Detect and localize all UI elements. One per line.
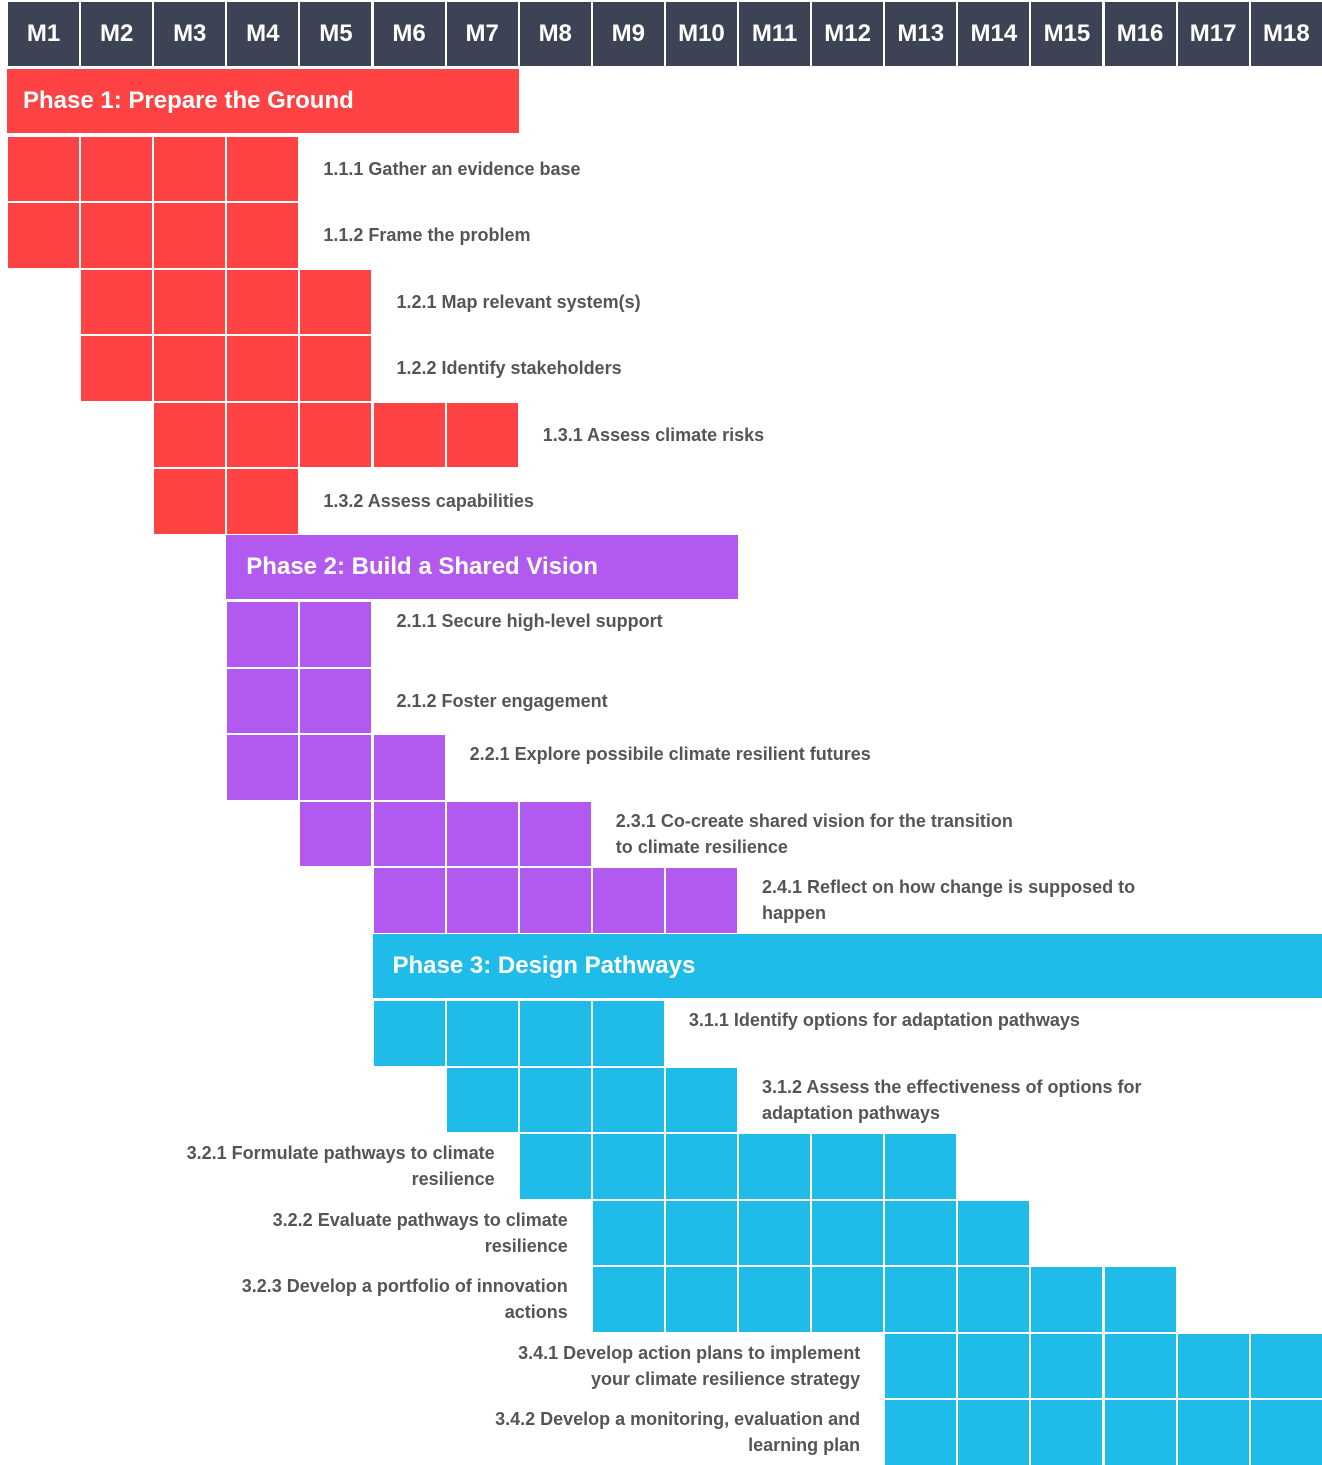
month-header-m17: M17	[1178, 2, 1249, 66]
task-2-5-cell-m9	[593, 868, 664, 933]
task-3-5-cell-m12	[812, 1267, 883, 1332]
task-1-1-cell-m4	[227, 137, 298, 202]
task-1-2-cell-m2	[81, 203, 152, 268]
task-3-2-cell-m9	[593, 1068, 664, 1133]
task-3-3-cell-m10	[666, 1134, 737, 1199]
task-2-3-cell-m6	[374, 735, 445, 800]
month-header-m2: M2	[81, 2, 152, 66]
task-1-5-cell-m6	[374, 403, 445, 468]
task-3-5-cell-m9	[593, 1267, 664, 1332]
phase-2-bar: Phase 2: Build a Shared Vision	[226, 535, 738, 599]
task-2-3-cell-m4	[227, 735, 298, 800]
task-label-2-4: 2.3.1 Co-create shared vision for the transition to climate resilience	[616, 808, 1026, 860]
task-3-7-cell-m13	[885, 1400, 956, 1465]
task-1-6-cell-m3	[154, 469, 225, 534]
task-1-3-cell-m5	[300, 270, 371, 335]
task-label-3-4: 3.2.2 Evaluate pathways to climate resilience	[188, 1207, 568, 1259]
task-3-5-cell-m13	[885, 1267, 956, 1332]
task-1-5-cell-m4	[227, 403, 298, 468]
task-3-6-cell-m18	[1251, 1334, 1322, 1399]
task-3-5-cell-m10	[666, 1267, 737, 1332]
task-3-1-cell-m8	[520, 1001, 591, 1066]
task-3-7-cell-m15	[1031, 1400, 1102, 1465]
phase-1-bar: Phase 1: Prepare the Ground	[7, 69, 519, 133]
task-1-1-cell-m1	[8, 137, 79, 202]
task-3-1-cell-m9	[593, 1001, 664, 1066]
task-label-3-3: 3.2.1 Formulate pathways to climate resilience	[115, 1140, 495, 1192]
task-2-4-cell-m6	[374, 802, 445, 867]
task-2-2-cell-m4	[227, 669, 298, 734]
task-2-4-cell-m7	[447, 802, 518, 867]
task-label-1-2: 1.1.2 Frame the problem	[323, 222, 733, 248]
task-label-3-7: 3.4.2 Develop a monitoring, evaluation and learning plan	[480, 1406, 860, 1458]
task-label-1-5: 1.3.1 Assess climate risks	[543, 422, 953, 448]
task-3-6-cell-m16	[1105, 1334, 1176, 1399]
task-label-1-4: 1.2.2 Identify stakeholders	[397, 355, 807, 381]
month-header-m8: M8	[520, 2, 591, 66]
task-2-4-cell-m5	[300, 802, 371, 867]
task-3-6-cell-m15	[1031, 1334, 1102, 1399]
task-3-3-cell-m13	[885, 1134, 956, 1199]
task-3-5-cell-m11	[739, 1267, 810, 1332]
task-3-5-cell-m16	[1105, 1267, 1176, 1332]
month-header-m4: M4	[227, 2, 298, 66]
task-2-2-cell-m5	[300, 669, 371, 734]
task-3-6-cell-m17	[1178, 1334, 1249, 1399]
task-3-3-cell-m8	[520, 1134, 591, 1199]
task-1-5-cell-m3	[154, 403, 225, 468]
month-header-m16: M16	[1105, 2, 1176, 66]
task-3-7-cell-m14	[958, 1400, 1029, 1465]
task-1-5-cell-m7	[447, 403, 518, 468]
task-3-1-cell-m6	[374, 1001, 445, 1066]
task-3-4-cell-m10	[666, 1201, 737, 1266]
month-header-m14: M14	[958, 2, 1029, 66]
task-label-2-1: 2.1.1 Secure high-level support	[397, 608, 807, 634]
task-label-3-6: 3.4.1 Develop action plans to implement your climate resilience strategy	[480, 1340, 860, 1392]
month-header-m10: M10	[666, 2, 737, 66]
task-3-4-cell-m13	[885, 1201, 956, 1266]
task-1-2-cell-m4	[227, 203, 298, 268]
month-header-m15: M15	[1031, 2, 1102, 66]
task-3-7-cell-m18	[1251, 1400, 1322, 1465]
task-1-4-cell-m4	[227, 336, 298, 401]
task-label-2-5: 2.4.1 Reflect on how change is supposed to happen	[762, 874, 1172, 926]
task-1-4-cell-m5	[300, 336, 371, 401]
task-label-1-6: 1.3.2 Assess capabilities	[323, 488, 733, 514]
task-2-5-cell-m8	[520, 868, 591, 933]
task-3-3-cell-m9	[593, 1134, 664, 1199]
month-header-m5: M5	[300, 2, 371, 66]
task-3-4-cell-m11	[739, 1201, 810, 1266]
task-3-6-cell-m14	[958, 1334, 1029, 1399]
task-label-3-2: 3.1.2 Assess the effectiveness of options for adaptation pathways	[762, 1074, 1172, 1126]
month-header-m1: M1	[8, 2, 79, 66]
task-3-6-cell-m13	[885, 1334, 956, 1399]
task-2-5-cell-m7	[447, 868, 518, 933]
task-1-4-cell-m3	[154, 336, 225, 401]
task-3-3-cell-m11	[739, 1134, 810, 1199]
month-header-m7: M7	[447, 2, 518, 66]
task-label-3-5: 3.2.3 Develop a portfolio of innovation actions	[188, 1273, 568, 1325]
task-1-2-cell-m1	[8, 203, 79, 268]
task-1-3-cell-m3	[154, 270, 225, 335]
phase-3-bar: Phase 3: Design Pathways	[373, 934, 1322, 998]
task-label-2-3: 2.2.1 Explore possibile climate resilient futures	[470, 741, 880, 767]
task-label-3-1: 3.1.1 Identify options for adaptation pathways	[689, 1007, 1099, 1033]
month-header-m11: M11	[739, 2, 810, 66]
task-3-2-cell-m7	[447, 1068, 518, 1133]
task-1-1-cell-m3	[154, 137, 225, 202]
task-1-5-cell-m5	[300, 403, 371, 468]
task-1-3-cell-m2	[81, 270, 152, 335]
month-header-m3: M3	[154, 2, 225, 66]
task-1-4-cell-m2	[81, 336, 152, 401]
task-3-2-cell-m8	[520, 1068, 591, 1133]
task-2-1-cell-m4	[227, 602, 298, 667]
task-2-1-cell-m5	[300, 602, 371, 667]
task-3-3-cell-m12	[812, 1134, 883, 1199]
task-1-6-cell-m4	[227, 469, 298, 534]
task-1-2-cell-m3	[154, 203, 225, 268]
task-label-1-3: 1.2.1 Map relevant system(s)	[397, 289, 807, 315]
task-3-5-cell-m14	[958, 1267, 1029, 1332]
task-label-1-1: 1.1.1 Gather an evidence base	[323, 156, 733, 182]
task-2-4-cell-m8	[520, 802, 591, 867]
month-header-m13: M13	[885, 2, 956, 66]
task-3-1-cell-m7	[447, 1001, 518, 1066]
task-3-4-cell-m14	[958, 1201, 1029, 1266]
task-3-7-cell-m16	[1105, 1400, 1176, 1465]
task-3-7-cell-m17	[1178, 1400, 1249, 1465]
task-3-4-cell-m9	[593, 1201, 664, 1266]
task-label-2-2: 2.1.2 Foster engagement	[397, 688, 807, 714]
task-2-3-cell-m5	[300, 735, 371, 800]
task-1-1-cell-m2	[81, 137, 152, 202]
month-header-m18: M18	[1251, 2, 1322, 66]
task-1-3-cell-m4	[227, 270, 298, 335]
task-3-2-cell-m10	[666, 1068, 737, 1133]
month-header-m9: M9	[593, 2, 664, 66]
task-2-5-cell-m10	[666, 868, 737, 933]
task-2-5-cell-m6	[374, 868, 445, 933]
month-header-m6: M6	[374, 2, 445, 66]
month-header-m12: M12	[812, 2, 883, 66]
task-3-5-cell-m15	[1031, 1267, 1102, 1332]
task-3-4-cell-m12	[812, 1201, 883, 1266]
